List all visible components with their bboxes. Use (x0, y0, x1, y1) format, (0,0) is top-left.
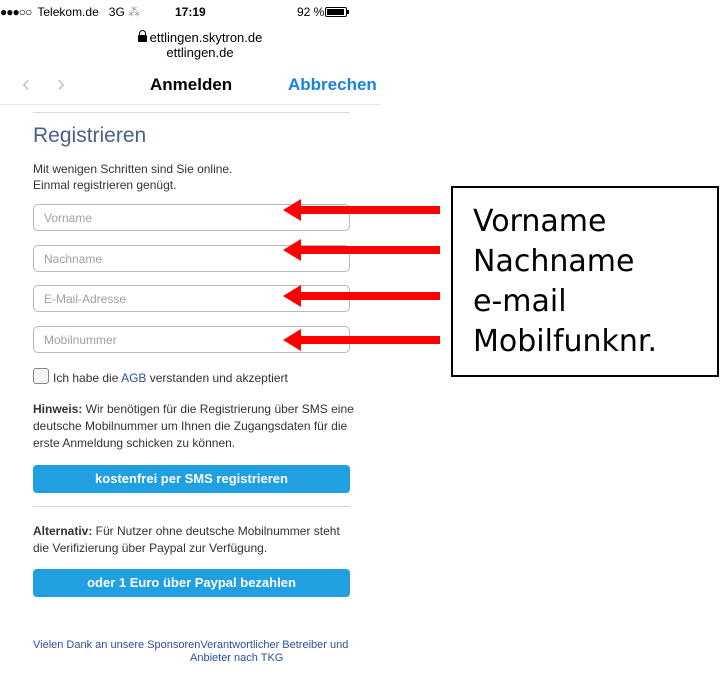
arrow-email-icon (283, 285, 440, 307)
paypal-pay-button[interactable]: oder 1 Euro über Paypal bezahlen (33, 569, 350, 597)
arrow-mobile-icon (283, 329, 440, 351)
footer-links (33, 638, 353, 652)
network-type: 3G (108, 5, 125, 19)
hint-label: Hinweis: (33, 402, 83, 416)
operator-link-line2[interactable]: Anbieter nach TKG (190, 652, 284, 664)
battery-icon (325, 7, 347, 17)
operator-link[interactable]: Verantwortlicher Betreiber und (200, 639, 349, 651)
sms-hint (33, 401, 358, 452)
annotation-box (451, 186, 719, 377)
carrier-info (0, 5, 140, 19)
alt-label: Alternativ: (33, 524, 93, 538)
top-divider (33, 112, 350, 113)
agb-link[interactable]: AGB (121, 371, 147, 385)
section-divider (33, 506, 350, 507)
url-display[interactable] (130, 30, 270, 60)
sms-register-button[interactable]: kostenfrei per SMS registrieren (33, 465, 350, 493)
sponsors-link[interactable]: Vielen Dank an unsere Sponsoren (33, 639, 201, 651)
url-host: ettlingen.skytron.de (149, 30, 263, 45)
agb-label (53, 371, 288, 385)
clock: 17:19 (175, 5, 206, 19)
lock-icon (138, 35, 147, 42)
form-title: Registrieren (33, 124, 147, 147)
annotation-line: Mobilfunknr. (473, 324, 658, 359)
battery-tip (347, 10, 349, 14)
agb-suffix: verstanden und akzeptiert (146, 371, 288, 385)
annotation-line: Vorname (473, 204, 607, 239)
arrow-nachname-icon (283, 239, 440, 261)
spinner-icon: ⁂ (128, 5, 141, 19)
annotation-line: Nachname (473, 244, 635, 279)
intro-text (33, 161, 333, 193)
paypal-hint (33, 523, 358, 557)
status-bar (0, 0, 380, 24)
page-title: Anmelden (150, 75, 233, 94)
hint-text: Wir benötigen für die Registrierung über SMS eine deutsche Mobilnummer um Ihnen die Zugangsdaten für die erste Anmeldung schicken zu können. (33, 402, 354, 450)
intro-line-2: Einmal registrieren genügt. (33, 178, 177, 192)
arrow-vorname-icon (283, 199, 440, 221)
alt-text: Für Nutzer ohne deutsche Mobilnummer steht die Verifizierung über Paypal zur Verfügung. (33, 524, 340, 555)
annotation-line: e-mail (473, 284, 567, 319)
forward-chevron-icon[interactable]: › (57, 70, 65, 97)
back-chevron-icon[interactable]: ‹ (22, 70, 30, 97)
agb-checkbox[interactable] (33, 368, 49, 384)
signal-strength-icon: ●●●○○ (0, 5, 32, 19)
battery-percent: 92 % (297, 5, 325, 19)
intro-line-1: Mit wenigen Schritten sind Sie online. (33, 162, 233, 176)
agb-prefix: Ich habe die (53, 371, 122, 385)
nav-divider (0, 104, 380, 105)
cancel-button[interactable]: Abbrechen (288, 75, 377, 94)
carrier-name: Telekom.de (37, 5, 99, 19)
url-domain: ettlingen.de (166, 45, 234, 60)
